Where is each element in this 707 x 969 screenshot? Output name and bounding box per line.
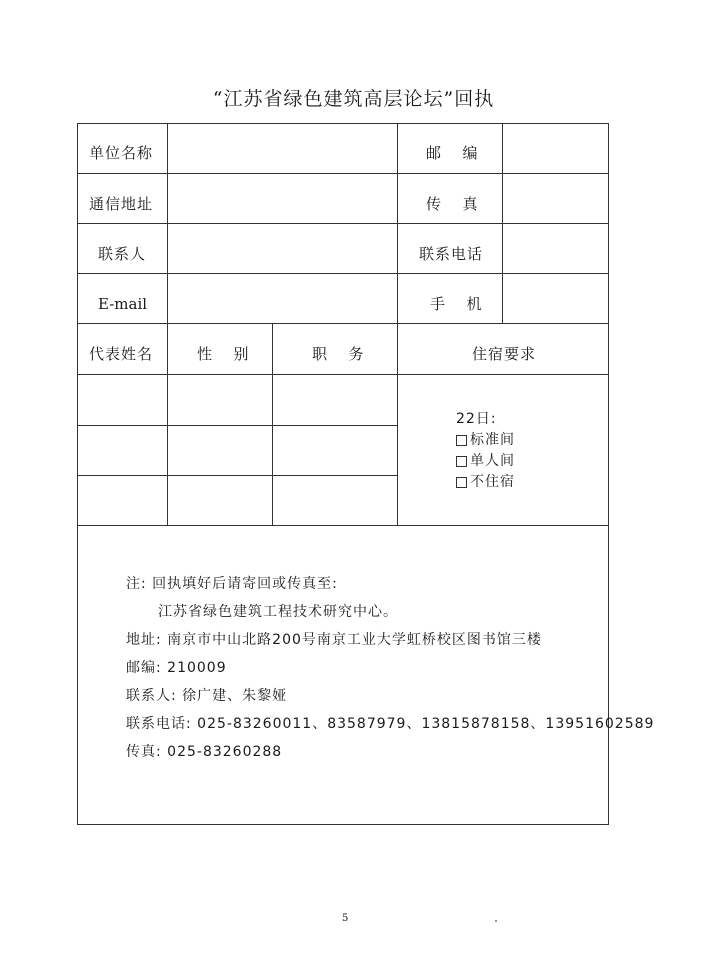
notes-contact: 联系人: 徐广建、朱黎娅 [126, 688, 288, 704]
accommodation-day: 22日: [456, 411, 497, 427]
checkbox-icon[interactable] [456, 477, 467, 488]
table-column-divider [167, 323, 168, 525]
notes-line: 江苏省绿色建筑工程技术研究中心。 [158, 604, 398, 620]
table-row-divider [77, 525, 609, 526]
gender-label: 性 别 [197, 345, 253, 363]
table-row-divider [77, 173, 609, 174]
accommodation-options [456, 409, 515, 493]
email-label: E-mail [98, 295, 148, 313]
unit-name-label: 单位名称 [89, 144, 154, 162]
table-row-divider [77, 374, 609, 375]
notes-fax: 传真: 025-83260288 [126, 744, 283, 760]
notes-phone: 联系电话: 025-83260011、83587979、13815878158、13951602589 [126, 716, 655, 732]
option-standard-room[interactable] [456, 430, 515, 451]
table-row-divider [77, 425, 397, 426]
mobile-label: 手 机 [430, 295, 486, 313]
table-row-divider [77, 273, 609, 274]
table-row-divider [77, 323, 609, 324]
representative-name-label: 代表姓名 [89, 345, 154, 363]
contact-phone-label: 联系电话 [419, 245, 484, 263]
page-number: 5 [342, 913, 349, 924]
checkbox-icon[interactable] [456, 435, 467, 446]
scan-speck [495, 920, 497, 922]
table-row-divider [77, 223, 609, 224]
postcode-label: 邮 编 [426, 144, 482, 162]
notes-postcode: 邮编: 210009 [126, 660, 227, 676]
table-row-divider [77, 475, 397, 476]
table-column-divider [167, 123, 168, 323]
notes-address: 地址: 南京市中山北路200号南京工业大学虹桥校区图书馆三楼 [126, 632, 542, 648]
fax-label: 传 真 [426, 195, 482, 213]
table-column-divider [397, 123, 398, 525]
contact-person-label: 联系人 [98, 245, 147, 263]
accommodation-header: 住宿要求 [472, 345, 537, 363]
address-label: 通信地址 [89, 195, 154, 213]
option-label: 标准间 [470, 432, 515, 448]
option-label: 单人间 [470, 453, 515, 469]
notes-section [126, 570, 654, 766]
table-column-divider [272, 323, 273, 525]
notes-line: 注: 回执填好后请寄回或传真至: [126, 576, 338, 592]
page-title: “江苏省绿色建筑高层论坛”回执 [212, 88, 495, 110]
option-single-room[interactable] [456, 451, 515, 472]
option-no-stay[interactable] [456, 472, 515, 493]
checkbox-icon[interactable] [456, 456, 467, 467]
table-column-divider [502, 123, 503, 323]
position-label: 职 务 [312, 345, 368, 363]
option-label: 不住宿 [470, 474, 515, 490]
